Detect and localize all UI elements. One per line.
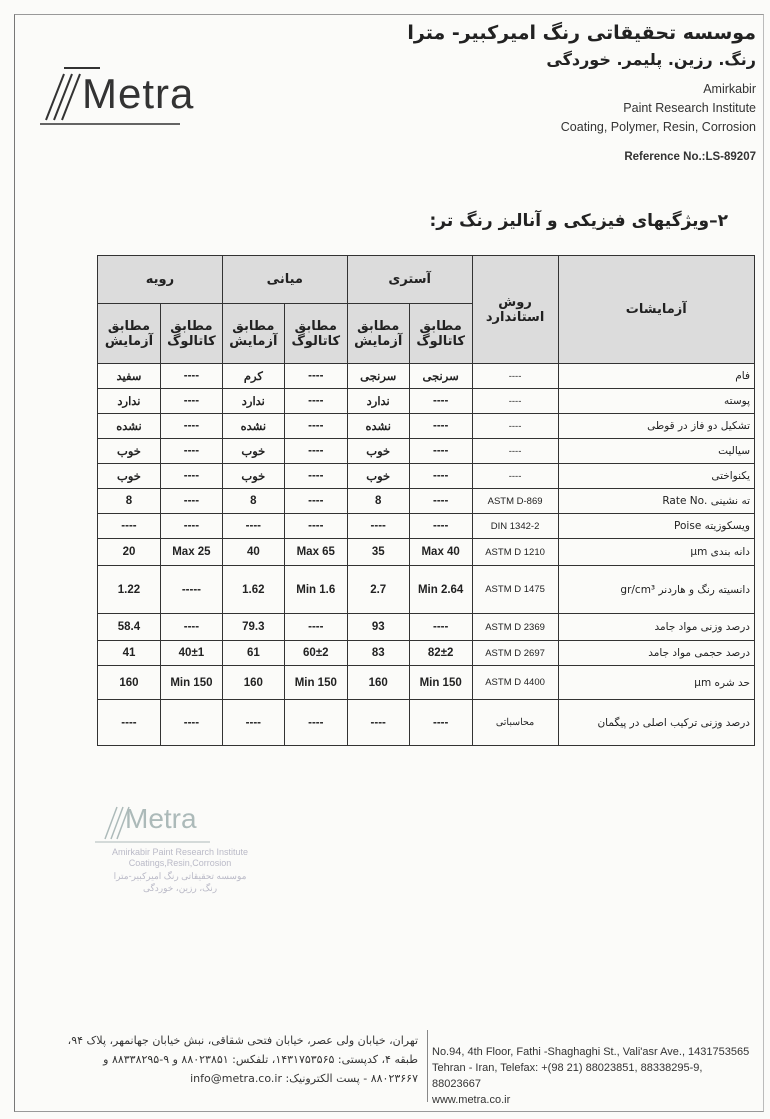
cell-primer-catalog: ---- bbox=[409, 700, 472, 746]
cell-primer-catalog: سرنجی bbox=[409, 364, 472, 389]
table-row bbox=[98, 641, 755, 666]
cell-middle-catalog: ---- bbox=[284, 414, 347, 439]
cell-middle-catalog: ---- bbox=[284, 700, 347, 746]
cell-middle-catalog: ---- bbox=[284, 439, 347, 464]
cell-test-name: درصد وزنی ترکیب اصلی در پیگمان bbox=[558, 700, 755, 746]
cell-test-name: سیالیت bbox=[558, 439, 755, 464]
cell-method: ---- bbox=[472, 364, 558, 389]
table-row bbox=[98, 389, 755, 414]
cell-primer-catalog: ---- bbox=[409, 489, 472, 514]
footer-en-line3: 88023667 bbox=[432, 1078, 481, 1090]
cell-top-test: 58.4 bbox=[98, 614, 161, 641]
table-row bbox=[98, 489, 755, 514]
cell-middle-catalog: ---- bbox=[284, 514, 347, 539]
cell-top-test: 8 bbox=[98, 489, 161, 514]
footer-website-link[interactable]: www.metra.co.ir bbox=[432, 1094, 511, 1106]
logo-text: Metra bbox=[82, 70, 195, 117]
cell-top-catalog: ---- bbox=[160, 364, 222, 389]
table-row bbox=[98, 464, 755, 489]
cell-top-catalog: ---- bbox=[160, 414, 222, 439]
cell-top-catalog: ---- bbox=[160, 489, 222, 514]
cell-top-catalog: ---- bbox=[160, 464, 222, 489]
cell-primer-test: 35 bbox=[347, 539, 409, 566]
cell-middle-catalog: ---- bbox=[284, 389, 347, 414]
cell-method: ASTM D 2697 bbox=[472, 641, 558, 666]
cell-middle-catalog: Min 1.6 bbox=[284, 566, 347, 614]
cell-top-catalog: ---- bbox=[160, 614, 222, 641]
cell-test-name: حد شره µm bbox=[558, 666, 755, 700]
stamp-logo-text: Metra bbox=[125, 803, 197, 834]
cell-top-test: سفید bbox=[98, 364, 161, 389]
institute-en-line2: Paint Research Institute bbox=[623, 101, 756, 115]
cell-primer-catalog: Min 150 bbox=[409, 666, 472, 700]
cell-primer-test: ---- bbox=[347, 514, 409, 539]
cell-method: ---- bbox=[472, 414, 558, 439]
cell-primer-catalog: ---- bbox=[409, 614, 472, 641]
institute-en-line1: Amirkabir bbox=[703, 82, 756, 96]
subheader-test: مطابق آزمایش bbox=[222, 304, 284, 364]
cell-method: ASTM D 4400 bbox=[472, 666, 558, 700]
table-row bbox=[98, 364, 755, 389]
cell-primer-catalog: 82±2 bbox=[409, 641, 472, 666]
subheader-catalog: مطابق کاتالوگ bbox=[160, 304, 222, 364]
cell-test-name: یکنواختی bbox=[558, 464, 755, 489]
cell-method: ASTM D-869 bbox=[472, 489, 558, 514]
cell-top-test: خوب bbox=[98, 464, 161, 489]
cell-middle-test: 40 bbox=[222, 539, 284, 566]
cell-middle-catalog: Min 150 bbox=[284, 666, 347, 700]
cell-middle-test: خوب bbox=[222, 464, 284, 489]
footer-fa-line3: ۸۸۰۲۳۶۶۷ - پست الکترونیک: info@metra.co.ir bbox=[190, 1072, 418, 1085]
cell-test-name: درصد وزنی مواد جامد bbox=[558, 614, 755, 641]
cell-method: محاسباتی bbox=[472, 700, 558, 746]
footer-address-fa bbox=[18, 1031, 418, 1088]
cell-top-test: ---- bbox=[98, 514, 161, 539]
cell-method: ASTM D 1475 bbox=[472, 566, 558, 614]
cell-top-catalog: 40±1 bbox=[160, 641, 222, 666]
cell-middle-catalog: ---- bbox=[284, 364, 347, 389]
subheader-test: مطابق آزمایش bbox=[347, 304, 409, 364]
cell-middle-test: 8 bbox=[222, 489, 284, 514]
stamp-line1: Amirkabir Paint Research Institute bbox=[111, 847, 249, 857]
cell-top-catalog: Max 25 bbox=[160, 539, 222, 566]
group-header-primer: آستری bbox=[347, 256, 472, 304]
table-body bbox=[98, 364, 755, 746]
col-header-tests: آزمایشات bbox=[558, 256, 755, 364]
cell-middle-test: خوب bbox=[222, 439, 284, 464]
cell-middle-test: ندارد bbox=[222, 389, 284, 414]
table-row bbox=[98, 514, 755, 539]
cell-middle-test: 61 bbox=[222, 641, 284, 666]
footer-address-en bbox=[432, 1044, 764, 1108]
cell-middle-test: 160 bbox=[222, 666, 284, 700]
cell-primer-catalog: ---- bbox=[409, 389, 472, 414]
table-row bbox=[98, 539, 755, 566]
group-header-top: رویه bbox=[98, 256, 223, 304]
cell-primer-test: 93 bbox=[347, 614, 409, 641]
table-row bbox=[98, 414, 755, 439]
cell-middle-catalog: 60±2 bbox=[284, 641, 347, 666]
cell-primer-test: 2.7 bbox=[347, 566, 409, 614]
cell-method: ASTM D 1210 bbox=[472, 539, 558, 566]
group-header-middle: میانی bbox=[222, 256, 347, 304]
cell-top-test: خوب bbox=[98, 439, 161, 464]
cell-primer-test: 83 bbox=[347, 641, 409, 666]
cell-method: ---- bbox=[472, 439, 558, 464]
cell-top-test: ندارد bbox=[98, 389, 161, 414]
cell-test-name: دانسیته رنگ و هاردنر gr/cm³ bbox=[558, 566, 755, 614]
cell-top-test: 20 bbox=[98, 539, 161, 566]
table-row bbox=[98, 666, 755, 700]
cell-primer-test: نشده bbox=[347, 414, 409, 439]
cell-primer-test: سرنجی bbox=[347, 364, 409, 389]
cell-middle-catalog: Max 65 bbox=[284, 539, 347, 566]
cell-middle-catalog: ---- bbox=[284, 489, 347, 514]
col-header-method: روش استاندارد bbox=[472, 256, 558, 364]
cell-top-catalog: ----- bbox=[160, 566, 222, 614]
cell-top-test: 160 bbox=[98, 666, 161, 700]
cell-primer-test: خوب bbox=[347, 464, 409, 489]
reference-number: Reference No.:LS-89207 bbox=[624, 151, 756, 163]
cell-middle-test: 1.62 bbox=[222, 566, 284, 614]
stamp-line3: موسسه تحقیقاتی رنگ امیرکبیر-مترا bbox=[113, 871, 247, 881]
table-row bbox=[98, 439, 755, 464]
cell-primer-catalog: ---- bbox=[409, 414, 472, 439]
cell-test-name: فام bbox=[558, 364, 755, 389]
institute-name-fa: موسسه تحقیقاتی رنگ امیرکبیر- مترا bbox=[407, 22, 756, 44]
stamp-line4: رنگ، رزین، خوردگی bbox=[142, 883, 218, 893]
institute-stamp bbox=[75, 795, 285, 925]
subheader-catalog: مطابق کاتالوگ bbox=[409, 304, 472, 364]
metra-logo bbox=[40, 58, 195, 128]
cell-method: ---- bbox=[472, 464, 558, 489]
footer-divider bbox=[427, 1030, 428, 1102]
cell-primer-test: ---- bbox=[347, 700, 409, 746]
footer-en-line1: No.94, 4th Floor, Fathi -Shaghaghi St., Vali'asr Ave., 1431753565 bbox=[432, 1046, 750, 1058]
table-row bbox=[98, 700, 755, 746]
cell-top-test: 41 bbox=[98, 641, 161, 666]
subheader-test: مطابق آزمایش bbox=[98, 304, 161, 364]
cell-primer-catalog: ---- bbox=[409, 464, 472, 489]
cell-top-catalog: ---- bbox=[160, 439, 222, 464]
stamp-line2: Coatings,Resin,Corrosion bbox=[128, 858, 232, 868]
cell-top-catalog: ---- bbox=[160, 389, 222, 414]
cell-test-name: ویسکوزیته Poise bbox=[558, 514, 755, 539]
cell-middle-test: نشده bbox=[222, 414, 284, 439]
footer-fa-line1: تهران، خیابان ولی عصر، خیابان فتحی شقاقی، نبش خیابان جهانمهر، پلاک ۹۴، bbox=[67, 1034, 418, 1047]
table-row bbox=[98, 614, 755, 641]
footer-en-line2: Tehran - Iran, Telefax: +(98 21) 88023851, 88338295-9, bbox=[432, 1062, 703, 1074]
cell-test-name: تشکیل دو فاز در قوطی bbox=[558, 414, 755, 439]
cell-primer-test: خوب bbox=[347, 439, 409, 464]
cell-primer-catalog: ---- bbox=[409, 439, 472, 464]
cell-primer-test: 160 bbox=[347, 666, 409, 700]
cell-middle-catalog: ---- bbox=[284, 464, 347, 489]
cell-top-catalog: Min 150 bbox=[160, 666, 222, 700]
cell-test-name: پوسته bbox=[558, 389, 755, 414]
cell-top-test: ---- bbox=[98, 700, 161, 746]
section-title: ۲–ویژگیهای فیزیکی و آنالیز رنگ تر: bbox=[429, 211, 728, 231]
cell-middle-test: 79.3 bbox=[222, 614, 284, 641]
cell-method: ASTM D 2369 bbox=[472, 614, 558, 641]
cell-primer-test: ندارد bbox=[347, 389, 409, 414]
table-row bbox=[98, 566, 755, 614]
cell-middle-test: ---- bbox=[222, 700, 284, 746]
cell-primer-catalog: ---- bbox=[409, 514, 472, 539]
institute-en-line3: Coating, Polymer, Resin, Corrosion bbox=[560, 120, 756, 134]
cell-middle-catalog: ---- bbox=[284, 614, 347, 641]
cell-test-name: درصد حجمی مواد جامد bbox=[558, 641, 755, 666]
footer-fa-line2: طبقه ۴، کدپستی: ۱۴۳۱۷۵۳۵۶۵، تلفکس: ۸۸۰۲۳۸۵۱ و ۹-۸۸۳۳۸۲۹۵ و bbox=[103, 1053, 418, 1066]
cell-primer-catalog: Min 2.64 bbox=[409, 566, 472, 614]
cell-primer-test: 8 bbox=[347, 489, 409, 514]
cell-top-catalog: ---- bbox=[160, 514, 222, 539]
cell-top-test: 1.22 bbox=[98, 566, 161, 614]
cell-middle-test: کرم bbox=[222, 364, 284, 389]
cell-middle-test: ---- bbox=[222, 514, 284, 539]
cell-test-name: دانه بندی µm bbox=[558, 539, 755, 566]
cell-method: DIN 1342-2 bbox=[472, 514, 558, 539]
properties-table bbox=[97, 255, 755, 746]
subheader-catalog: مطابق کاتالوگ bbox=[284, 304, 347, 364]
cell-test-name: ته نشینی .Rate No bbox=[558, 489, 755, 514]
cell-top-test: نشده bbox=[98, 414, 161, 439]
institute-subtitle-fa: رنگ. رزین. پلیمر. خوردگی bbox=[546, 50, 756, 69]
cell-primer-catalog: Max 40 bbox=[409, 539, 472, 566]
cell-method: ---- bbox=[472, 389, 558, 414]
cell-top-catalog: ---- bbox=[160, 700, 222, 746]
